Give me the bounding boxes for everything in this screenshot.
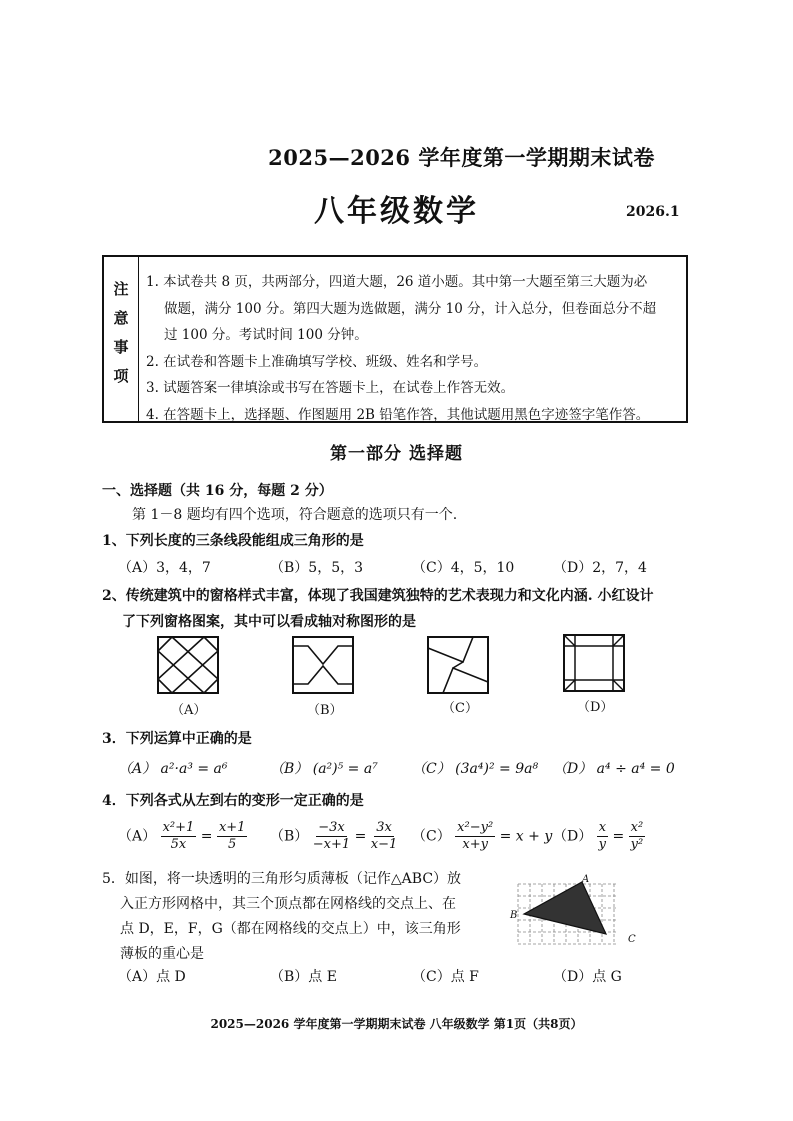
figure-label-c: （C） [442, 701, 478, 716]
notice-item: 1. 本试卷共 8 页，共两部分，四道大题，26 道小题。其中第一大题至第三大题为必 [146, 274, 648, 290]
exam-title: 2025—2026 学年度第一学期期末试卷 [268, 145, 655, 170]
q1-stem: 1、下列长度的三条线段能组成三角形的是 [102, 533, 364, 549]
q3-option-a: （A） a²·a³ = a⁶ [118, 761, 228, 777]
q4-stem: 4．下列各式从左到右的变形一定正确的是 [102, 793, 364, 809]
window-pattern-b [292, 636, 354, 694]
q1-option-c: （C）4，5，10 [412, 560, 515, 576]
q5-stem-line3: 点 D，E，F，G（都在网格线的交点上）中，该三角形 [120, 921, 461, 937]
notice-item: 3. 试题答案一律填涂或书写在答题卡上，在试卷上作答无效。 [146, 380, 515, 396]
section-instruction: 第 1－8 题均有四个选项，符合题意的选项只有一个. [132, 507, 458, 523]
q4-option-a: （A） $\frac{\text{x²+1}}{5x}$ = $\frac{x+1}{5}$ [118, 820, 246, 852]
section-heading: 一、选择题（共 16 分，每题 2 分） [102, 483, 333, 499]
page-footer: 2025—2026 学年度第一学期期末试卷 八年级数学 第1页（共8页） [210, 1017, 583, 1031]
vertex-label-c: C [628, 934, 636, 945]
q5-stem-line2: 入正方形网格中，其三个顶点都在网格线的交点上、在 [120, 896, 456, 912]
q5-stem-line1: 5．如图，将一块透明的三角形匀质薄板（记作△ABC）放 [102, 871, 462, 887]
figure-label-b: （B） [307, 703, 343, 718]
q3-stem: 3．下列运算中正确的是 [102, 731, 252, 747]
window-pattern-a [157, 636, 219, 694]
q3-option-d: （D） a⁴ ÷ a⁴ = 0 [553, 761, 675, 777]
figure-label-a: （A） [171, 703, 207, 718]
q4-option-c: （C） $\frac{\text{x²−y²}}{x+y}$ = x + y [412, 820, 553, 852]
q1-option-a: （A）3，4，7 [118, 560, 211, 576]
q5-option-b: （B）点 E [270, 969, 337, 985]
q5-option-d: （D）点 G [553, 969, 622, 985]
notice-item: 过 100 分。考试时间 100 分钟。 [164, 327, 368, 343]
notice-label: 注意事项 [104, 257, 139, 421]
q2-stem-line2: 了下列窗格图案，其中可以看成轴对称图形的是 [122, 614, 416, 630]
exam-date: 2026.1 [626, 204, 680, 220]
figure-label-d: （D） [577, 700, 614, 715]
triangle-grid-figure [508, 872, 648, 952]
q5-stem-line4: 薄板的重心是 [120, 946, 204, 962]
q5-option-a: （A）点 D [118, 969, 186, 985]
q3-option-c: （C） (3a⁴)² = 9a⁸ [412, 761, 539, 777]
q4-option-d: （D） $\frac{x}{y}$ = $\frac{\text{x²}}{\text{y²}}$ [553, 820, 644, 852]
notice-body [146, 269, 680, 428]
notice-item: 2. 在试卷和答题卡上准确填写学校、班级、姓名和学号。 [146, 353, 488, 370]
subject-title: 八年级数学 [314, 194, 479, 229]
part-heading: 第一部分 选择题 [330, 444, 463, 464]
vertex-label-b: B [510, 910, 518, 921]
q5-option-c: （C）点 F [412, 969, 479, 985]
q4-option-b: （B） $\frac{-3x}{-x+1}$ = $\frac{3x}{x-1}$ [270, 820, 398, 852]
q2-stem-line1: 2、传统建筑中的窗格样式丰富，体现了我国建筑独特的艺术表现力和文化内涵. 小红设计 [102, 588, 654, 604]
notice-box [102, 255, 688, 423]
q1-option-d: （D）2，7，4 [553, 560, 647, 576]
q1-option-b: （B）5，5，3 [270, 560, 364, 576]
notice-item: 做题，满分 100 分。第四大题为选做题，满分 10 分，计入总分，但卷面总分不超 [164, 300, 657, 317]
window-pattern-d [563, 634, 625, 692]
notice-item: 4. 在答题卡上，选择题、作图题用 2B 铅笔作答，其他试题用黑色字迹签字笔作答。 [146, 406, 650, 423]
q3-option-b: （B） (a²)⁵ = a⁷ [270, 761, 378, 777]
window-pattern-c [427, 636, 489, 694]
vertex-label-a: A [582, 874, 590, 885]
